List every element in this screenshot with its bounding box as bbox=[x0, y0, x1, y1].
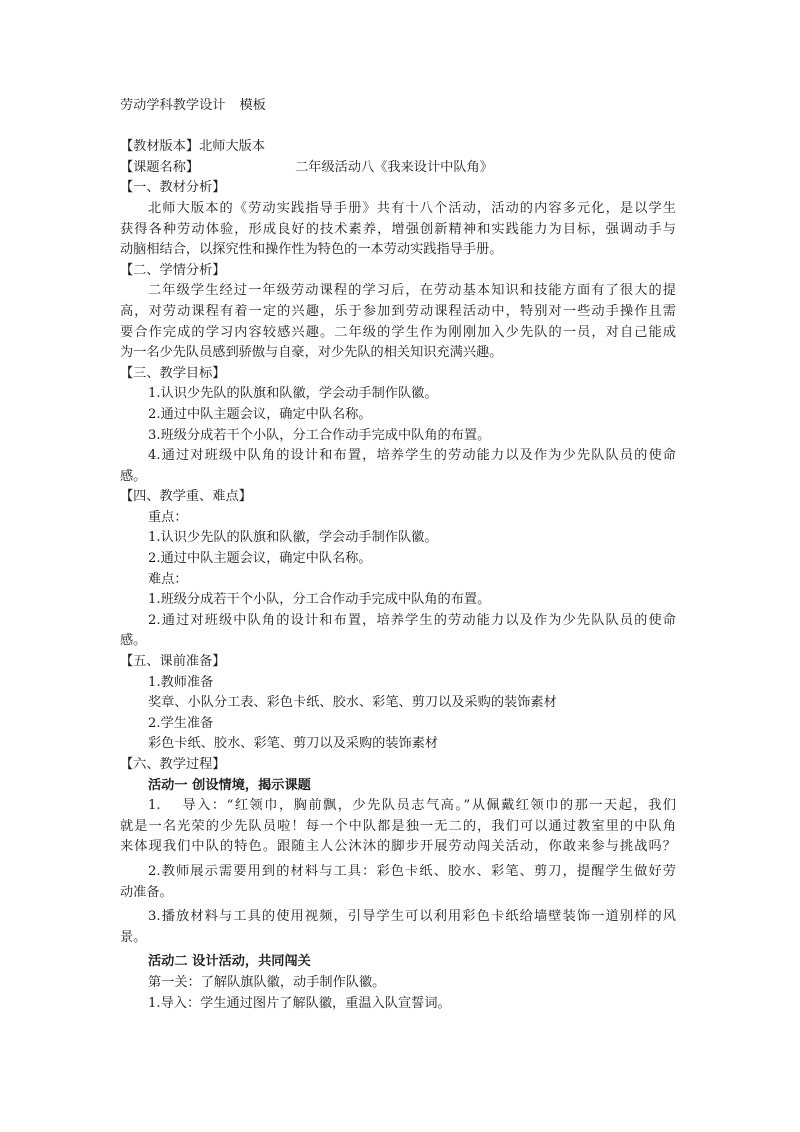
section-heading-learner-analysis: 【二、学情分析】 bbox=[120, 262, 226, 278]
lesson-label: 【课题名称】 bbox=[120, 159, 200, 175]
paragraph-line: 2.教师展示需要用到的材料与工具：彩色卡纸、胶水、彩笔、剪刀，提醒学生做好劳 bbox=[148, 863, 676, 879]
section-heading-textbook-analysis: 【一、教材分析】 bbox=[120, 180, 226, 196]
activity-two-title: 活动二 设计活动，共同闯关 bbox=[148, 954, 311, 970]
student-prep-label: 2.学生准备 bbox=[148, 715, 214, 731]
document-page bbox=[120, 96, 676, 1014]
paragraph-line: 1.导入：学生通过图片了解队徽，重温入队宣誓词。 bbox=[148, 995, 451, 1011]
paragraph-line: 要合作完成的学习内容较感兴趣。二年级的学生作为刚刚加入少先队的一员，对自己能成 bbox=[120, 324, 676, 340]
paragraph-line: 二年级学生经过一年级劳动课程的学习后，在劳动基本知识和技能方面有了很大的提 bbox=[148, 283, 676, 299]
document-title: 劳动学科教学设计 模板 bbox=[120, 98, 266, 113]
goal-item: 4.通过对班级中队角的设计和布置，培养学生的劳动能力以及作为少先队队员的使命 bbox=[148, 448, 676, 464]
difficult-point-continuation: 感。 bbox=[120, 633, 147, 649]
paragraph-line: 来体现我们中队的特色。跟随主人公沐沐的脚步开展劳动闯关活动，你敢来参与挑战吗？ bbox=[120, 839, 676, 855]
teacher-prep-items: 奖章、小队分工表、彩色卡纸、胶水、彩笔、剪刀以及采购的装饰素材 bbox=[148, 695, 557, 711]
section-heading-teaching-goals: 【三、教学目标】 bbox=[120, 365, 226, 381]
teacher-prep-label: 1.教师准备 bbox=[148, 674, 214, 690]
lesson-value: 二年级活动八《我来设计中队角》 bbox=[295, 159, 493, 175]
section-heading-key-points: 【四、教学重、难点】 bbox=[120, 489, 252, 505]
key-points-label: 重点： bbox=[148, 509, 188, 525]
key-point-item: 1.认识少先队的队旗和队徽，学会动手制作队徽。 bbox=[148, 530, 438, 546]
paragraph-line: 第一关：了解队旗队徽，动手制作队徽。 bbox=[148, 974, 386, 990]
edition-row bbox=[120, 137, 676, 158]
section-heading-preparation: 【五、课前准备】 bbox=[120, 654, 226, 670]
goal-item: 2.通过中队主题会议，确定中队名称。 bbox=[148, 406, 372, 422]
section-heading-process: 【六、教学过程】 bbox=[120, 757, 226, 772]
goal-item: 3.班级分成若干个小队，分工合作动手完成中队角的布置。 bbox=[148, 427, 491, 443]
paragraph-line: 动准备。 bbox=[120, 884, 173, 900]
paragraph-line: 1. 导入：“红领巾，胸前飘，少先队员志气高。”从佩戴红领巾的那一天起，我们 bbox=[148, 798, 676, 814]
paragraph-line: 就是一名光荣的少先队员啦！每一个中队都是独一无二的，我们可以通过教室里的中队角 bbox=[120, 818, 676, 834]
activity-one-title: 活动一 创设情境，揭示课题 bbox=[148, 777, 311, 793]
paragraph-line: 为一名少先队员感到骄傲与自豪，对少先队的相关知识充满兴趣。 bbox=[120, 345, 503, 361]
goal-item-continuation: 感。 bbox=[120, 468, 147, 484]
paragraph-line: 高，对劳动课程有着一定的兴趣，乐于参加到劳动课程活动中，特别对一些动手操作且需 bbox=[120, 303, 676, 319]
difficult-point-item: 2.通过对班级中队角的设计和布置，培养学生的劳动能力以及作为少先队队员的使命 bbox=[148, 612, 676, 628]
edition-label: 【教材版本】 bbox=[120, 139, 200, 155]
paragraph-line: 动脑相结合，以探究性和操作性为特色的一本劳动实践指导手册。 bbox=[120, 242, 503, 258]
difficult-point-item: 1.班级分成若干个小队，分工合作动手完成中队角的布置。 bbox=[148, 592, 491, 608]
student-prep-items: 彩色卡纸、胶水、彩笔、剪刀以及采购的装饰素材 bbox=[148, 736, 439, 752]
difficult-points-label: 难点： bbox=[148, 571, 188, 587]
paragraph-line: 景。 bbox=[120, 929, 147, 945]
paragraph-line: 3.播放材料与工具的使用视频，引导学生可以利用彩色卡纸给墙壁装饰一道别样的风 bbox=[148, 909, 676, 925]
lesson-row bbox=[120, 158, 676, 179]
edition-value: 北师大版本 bbox=[199, 139, 266, 155]
paragraph-line: 北师大版本的《劳动实践指导手册》共有十八个活动，活动的内容多元化，是以学生 bbox=[148, 200, 676, 216]
paragraph-line: 获得各种劳动体验，形成良好的技术素养，增强创新精神和实践能力为目标，强调动手与 bbox=[120, 221, 676, 237]
key-point-item: 2.通过中队主题会议，确定中队名称。 bbox=[148, 551, 372, 567]
goal-item: 1.认识少先队的队旗和队徽，学会动手制作队徽。 bbox=[148, 386, 438, 402]
